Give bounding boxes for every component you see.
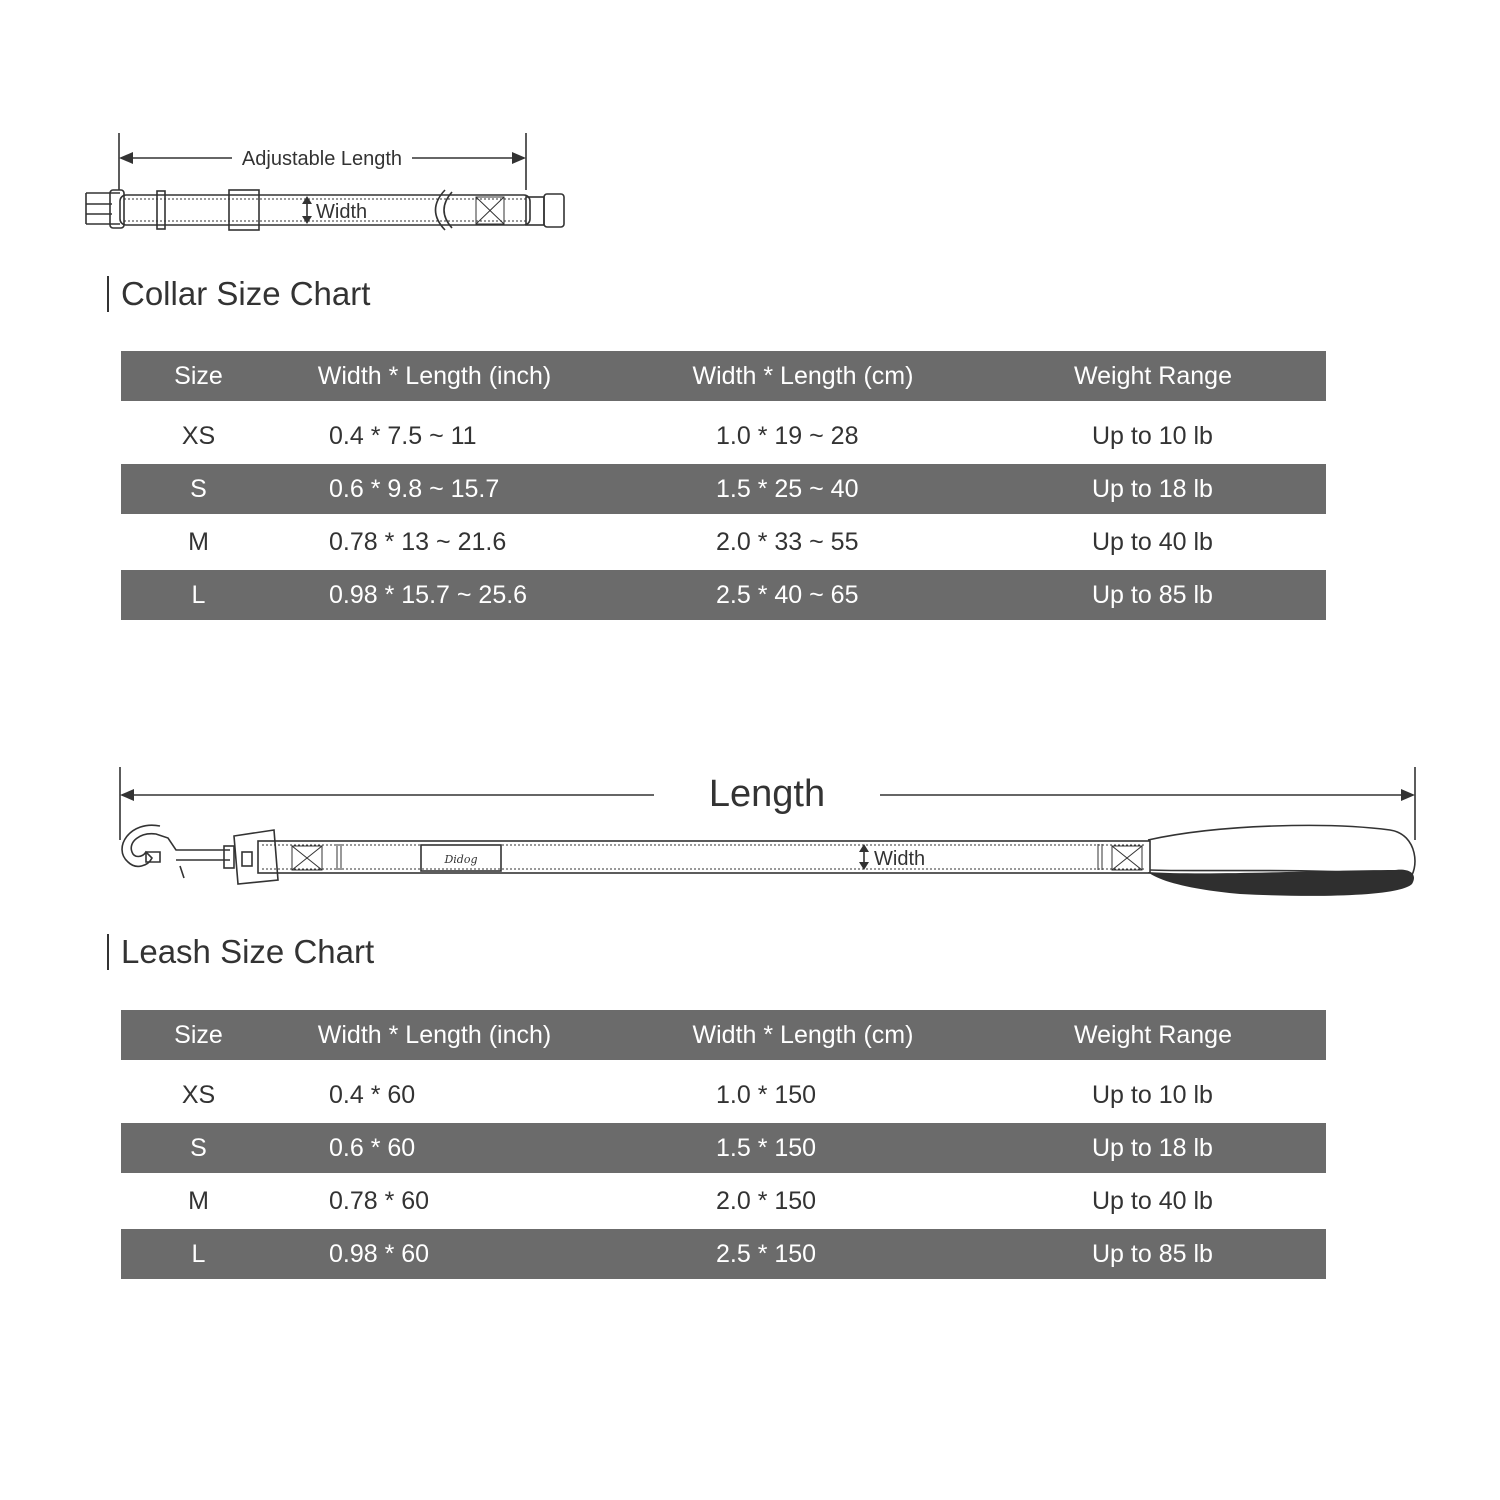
slider-buckle-icon [229, 190, 259, 230]
size-cell: XS [181, 1081, 216, 1109]
inch-cell: 0.4 * 7.5 ~ 11 [329, 422, 477, 450]
weight-cell: Up to 18 lb [1092, 1134, 1213, 1162]
header-weight: Weight Range [1074, 362, 1232, 390]
cm-cell: 1.5 * 25 ~ 40 [716, 475, 859, 503]
size-cell: L [191, 1240, 206, 1268]
table-row [121, 570, 1326, 620]
leash-length-arrowhead-left [120, 789, 134, 801]
table-header-row [121, 1010, 1326, 1060]
cm-cell: 2.0 * 150 [716, 1187, 817, 1215]
table-row [121, 464, 1326, 514]
header-size: Size [174, 362, 223, 390]
header-inch: Width * Length (inch) [317, 1021, 552, 1049]
table-row [121, 1070, 1326, 1120]
cm-cell: 1.5 * 150 [716, 1134, 817, 1162]
leash-width-label: Width [874, 848, 926, 870]
size-cell: XS [181, 422, 216, 450]
leash-length-label: Length [708, 773, 826, 815]
size-cell: M [188, 1187, 209, 1215]
leash-length-arrowhead-right [1401, 789, 1415, 801]
buckle-clip-icon [86, 193, 120, 224]
size-cell: L [191, 581, 206, 609]
header-size: Size [174, 1021, 223, 1049]
table-row [121, 1123, 1326, 1173]
handle-padding-icon [1148, 870, 1414, 896]
collar-tag-end-icon [526, 197, 544, 225]
leash-size-table [121, 1010, 1326, 1279]
collar-diagram [0, 0, 600, 250]
cm-cell: 2.0 * 33 ~ 55 [716, 528, 859, 556]
leash-bolt-snap-icon [234, 830, 278, 884]
collar-length-arrowhead-left [119, 152, 133, 164]
table-row [121, 517, 1326, 567]
inch-cell: 0.6 * 9.8 ~ 15.7 [329, 475, 500, 503]
leash-diagram [0, 760, 1500, 910]
size-cell: M [188, 528, 209, 556]
collar-size-table [121, 351, 1326, 620]
cm-cell: 1.0 * 150 [716, 1081, 817, 1109]
leash-strap [258, 841, 1150, 873]
collar-chart-title: Collar Size Chart [107, 276, 370, 312]
table-row [121, 1229, 1326, 1279]
table-header-row [121, 351, 1326, 401]
collar-length-label: Adjustable Length [241, 148, 403, 170]
cm-cell: 2.5 * 40 ~ 65 [716, 581, 859, 609]
strap-keeper-icon [157, 191, 165, 229]
weight-cell: Up to 10 lb [1092, 1081, 1213, 1109]
inch-cell: 0.78 * 60 [329, 1187, 430, 1215]
header-weight: Weight Range [1074, 1021, 1232, 1049]
weight-cell: Up to 85 lb [1092, 581, 1213, 609]
table-row [121, 1176, 1326, 1226]
header-cm: Width * Length (cm) [692, 362, 914, 390]
size-cell: S [190, 475, 207, 503]
leash-chart-title: Leash Size Chart [107, 934, 374, 970]
header-cm: Width * Length (cm) [692, 1021, 914, 1049]
weight-cell: Up to 10 lb [1092, 422, 1213, 450]
cm-cell: 2.5 * 150 [716, 1240, 817, 1268]
inch-cell: 0.98 * 15.7 ~ 25.6 [329, 581, 528, 609]
table-row [121, 411, 1326, 461]
cm-cell: 1.0 * 19 ~ 28 [716, 422, 859, 450]
inch-cell: 0.6 * 60 [329, 1134, 416, 1162]
weight-cell: Up to 40 lb [1092, 1187, 1213, 1215]
collar-length-arrowhead-right [512, 152, 526, 164]
inch-cell: 0.4 * 60 [329, 1081, 416, 1109]
brand-logo-text: Didog [444, 853, 478, 866]
inch-cell: 0.98 * 60 [329, 1240, 430, 1268]
weight-cell: Up to 85 lb [1092, 1240, 1213, 1268]
header-inch: Width * Length (inch) [317, 362, 552, 390]
size-cell: S [190, 1134, 207, 1162]
inch-cell: 0.78 * 13 ~ 21.6 [329, 528, 507, 556]
weight-cell: Up to 18 lb [1092, 475, 1213, 503]
collar-width-label: Width [316, 201, 368, 223]
weight-cell: Up to 40 lb [1092, 528, 1213, 556]
